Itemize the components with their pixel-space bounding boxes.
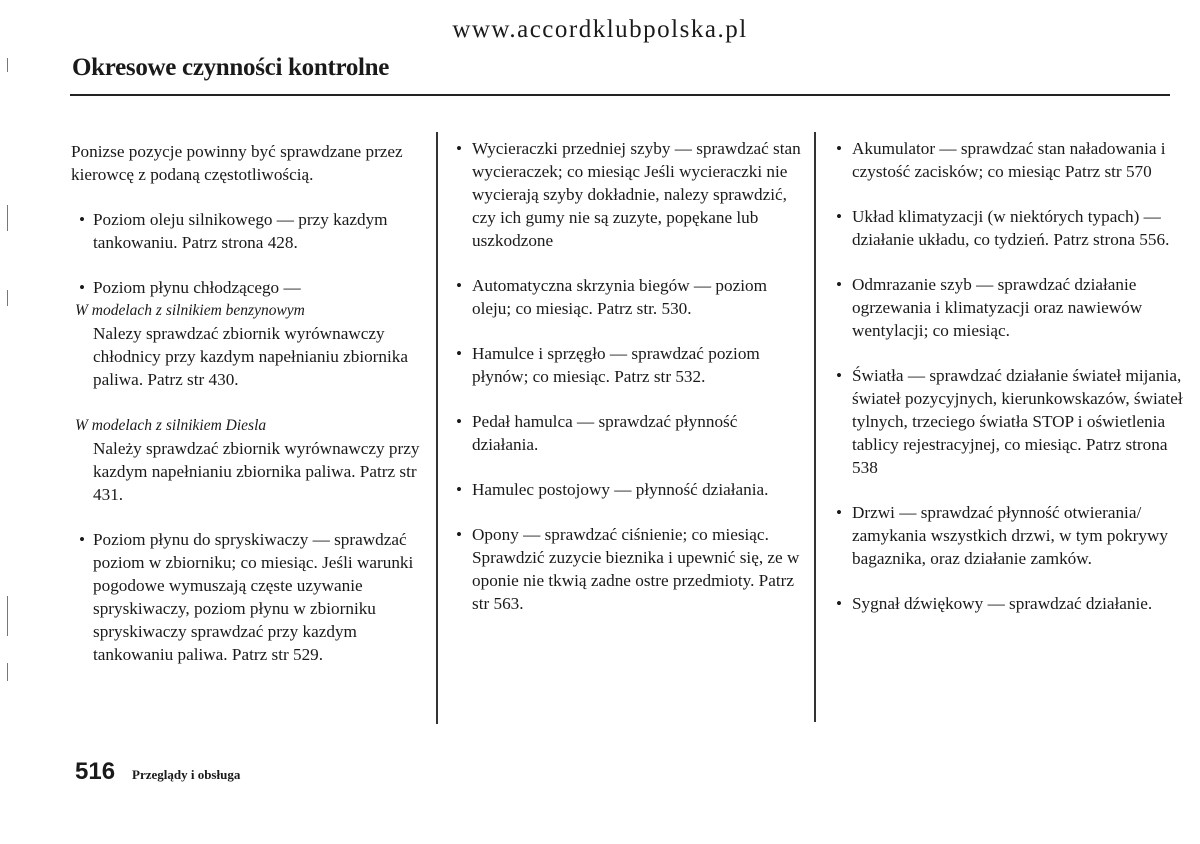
- scan-edge-mark: [7, 290, 8, 306]
- bullet-icon: •: [836, 366, 843, 385]
- bullet-icon: •: [456, 412, 463, 431]
- bullet-icon: •: [456, 480, 463, 499]
- list-item: • Odmrazanie szyb — sprawdzać działanie ogrzewania i klimatyzacji oraz nawiewów wentylacji; co miesiąc.: [836, 275, 1143, 340]
- scan-edge-mark: [7, 205, 8, 231]
- bullet-icon: •: [836, 503, 843, 522]
- column-1: [71, 137, 426, 666]
- list-item: • Hamulec postojowy — płynność działania.: [456, 480, 769, 499]
- page-title: Okresowe czynności kontrolne: [72, 54, 390, 81]
- bullet-icon: •: [79, 278, 86, 297]
- list-item: • Światła — sprawdzać działanie świateł mijania, świateł pozycyjnych, kierunkowskazów, świateł tylnych, trzeciego światła STOP i oświetlenia tablicy rejestracyjnej, co miesiąc. Patrz strona 538: [836, 366, 1183, 477]
- list-item: • Poziom oleju silnikowego — przy kazdym tankowaniu. Patrz strona 428.: [79, 210, 388, 252]
- list-item: • Poziom płynu chłodzącego — W modelach z silnikiem benzynowym Nalezy sprawdzać zbiornik wyrównawczy chłodnicy przy kazdym napełnianiu zbiornika paliwa. Patrz str 430. W modelach z silnikiem Diesla Należy sprawdzać zbiornik wyrównawczy przy kazdym napełnianiu zbiornika paliwa. Patrz str 431.: [71, 276, 426, 506]
- column-2: [454, 137, 804, 615]
- list-item: • Sygnał dźwiękowy — sprawdzać działanie.: [836, 594, 1153, 613]
- section-name: Przeglądy i obsługa: [132, 767, 241, 782]
- intro-text: Ponizse pozycje powinny być sprawdzane przez kierowcę z podaną częstotliwością.: [71, 142, 403, 184]
- bullet-icon: •: [836, 275, 843, 294]
- column-3: [834, 137, 1184, 615]
- bullet-icon: •: [836, 207, 843, 226]
- bullet-icon: •: [456, 344, 463, 363]
- bullet-icon: •: [836, 139, 843, 158]
- list-item: • Opony — sprawdzać ciśnienie; co miesiąc. Sprawdzić zuzycie bieznika i upewnić się, ze w oponie nie tkwią zadne ostre przedmioty. Patrz str 563.: [456, 525, 800, 613]
- list-item: • Poziom płynu do spryskiwaczy — sprawdzać poziom w zbiorniku; co miesiąc. Jeśli warunki pogodowe wymuszają częste uzywanie spryskiwaczy, poziom płynu w zbiorniku spryskiwaczy sprawdzać przy kazdym tankowaniu paliwa. Patrz str 529.: [79, 530, 414, 664]
- subheading: W modelach z silnikiem Diesla: [75, 417, 267, 434]
- list-item: • Hamulce i sprzęgło — sprawdzać poziom płynów; co miesiąc. Patrz str 532.: [456, 344, 760, 386]
- bullet-icon: •: [456, 525, 463, 544]
- column-divider: [436, 132, 438, 724]
- bullet-icon: •: [456, 276, 463, 295]
- site-url: www.accordklubpolska.pl: [452, 16, 748, 43]
- list-item: • Akumulator — sprawdzać stan naładowania i czystość zacisków; co miesiąc Patrz str 570: [836, 139, 1166, 181]
- list-item: • Pedał hamulca — sprawdzać płynność działania.: [456, 412, 738, 454]
- bullet-icon: •: [79, 210, 86, 229]
- subheading: W modelach z silnikiem benzynowym: [75, 302, 305, 319]
- list-item: • Drzwi — sprawdzać płynność otwierania/ zamykania wszystkich drzwi, w tym pokrywy bagaznika, oraz działanie zamków.: [836, 503, 1168, 568]
- page-number: 516: [75, 758, 116, 785]
- bullet-icon: •: [836, 594, 843, 613]
- column-divider: [814, 132, 816, 722]
- list-item: • Automatyczna skrzynia biegów — poziom oleju; co miesiąc. Patrz str. 530.: [456, 276, 767, 318]
- bullet-icon: •: [79, 530, 86, 549]
- scan-edge-mark: [7, 596, 8, 636]
- list-item: • Wycieraczki przedniej szyby — sprawdzać stan wycieraczek; co miesiąc Jeśli wycieraczki nie wycierają szyby dokładnie, nalezy sprawdzić, czy ich gumy nie są zuzyte, popękane lub uszkodzone: [456, 139, 801, 250]
- scan-edge-mark: [7, 663, 8, 681]
- bullet-icon: •: [456, 139, 463, 158]
- scan-edge-mark: [7, 58, 8, 72]
- list-item: • Układ klimatyzacji (w niektórych typach) — działanie układu, co tydzień. Patrz strona 556.: [836, 207, 1170, 249]
- title-rule: [70, 94, 1170, 96]
